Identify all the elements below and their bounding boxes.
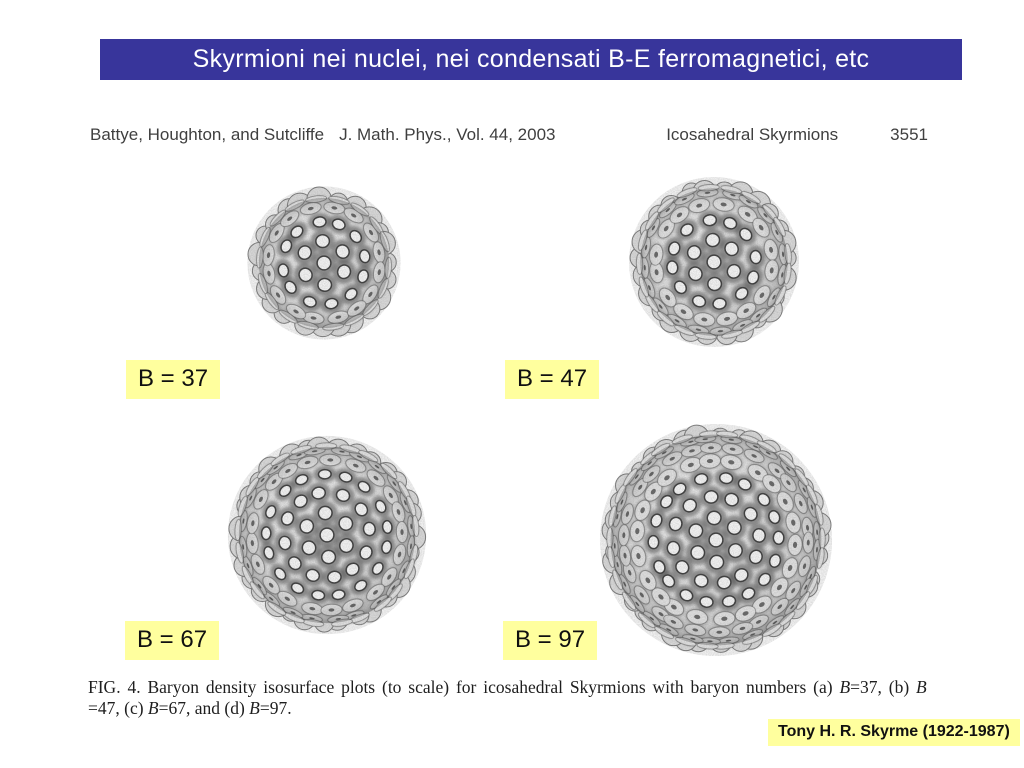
paper-journal: J. Math. Phys., Vol. 44, 2003	[339, 125, 556, 144]
paper-running-title: Icosahedral Skyrmions	[666, 125, 839, 144]
panel-label-b37: B = 37	[126, 360, 220, 399]
paper-header-left	[90, 125, 555, 145]
panel-label-b67: B = 67	[125, 621, 219, 660]
slide-title-bar	[100, 39, 962, 80]
paper-page-number: 3551	[890, 125, 928, 144]
paper-header-right	[666, 125, 940, 145]
skyrmion-panel-d	[577, 401, 855, 679]
panel-label-b47: B = 47	[505, 360, 599, 399]
skyrmion-panel-a	[227, 166, 421, 360]
skyrmion-panel-b	[608, 156, 820, 368]
panel-label-b97: B = 97	[503, 621, 597, 660]
skyrmion-panel-c	[206, 414, 448, 656]
figure-caption: FIG. 4. Baryon density isosurface plots (to scale) for icosahedral Skyrmions with baryon numbers (a) B=37, (b) B =47, (c) B=67, and (d) B=97.	[88, 677, 927, 718]
paper-header	[90, 125, 940, 145]
paper-authors: Battye, Houghton, and Sutcliffe	[90, 125, 325, 144]
slide-title: Skyrmioni nei nuclei, nei condensati B-E ferromagnetici, etc	[192, 45, 870, 73]
credit-box: Tony H. R. Skyrme (1922-1987)	[768, 719, 1020, 746]
